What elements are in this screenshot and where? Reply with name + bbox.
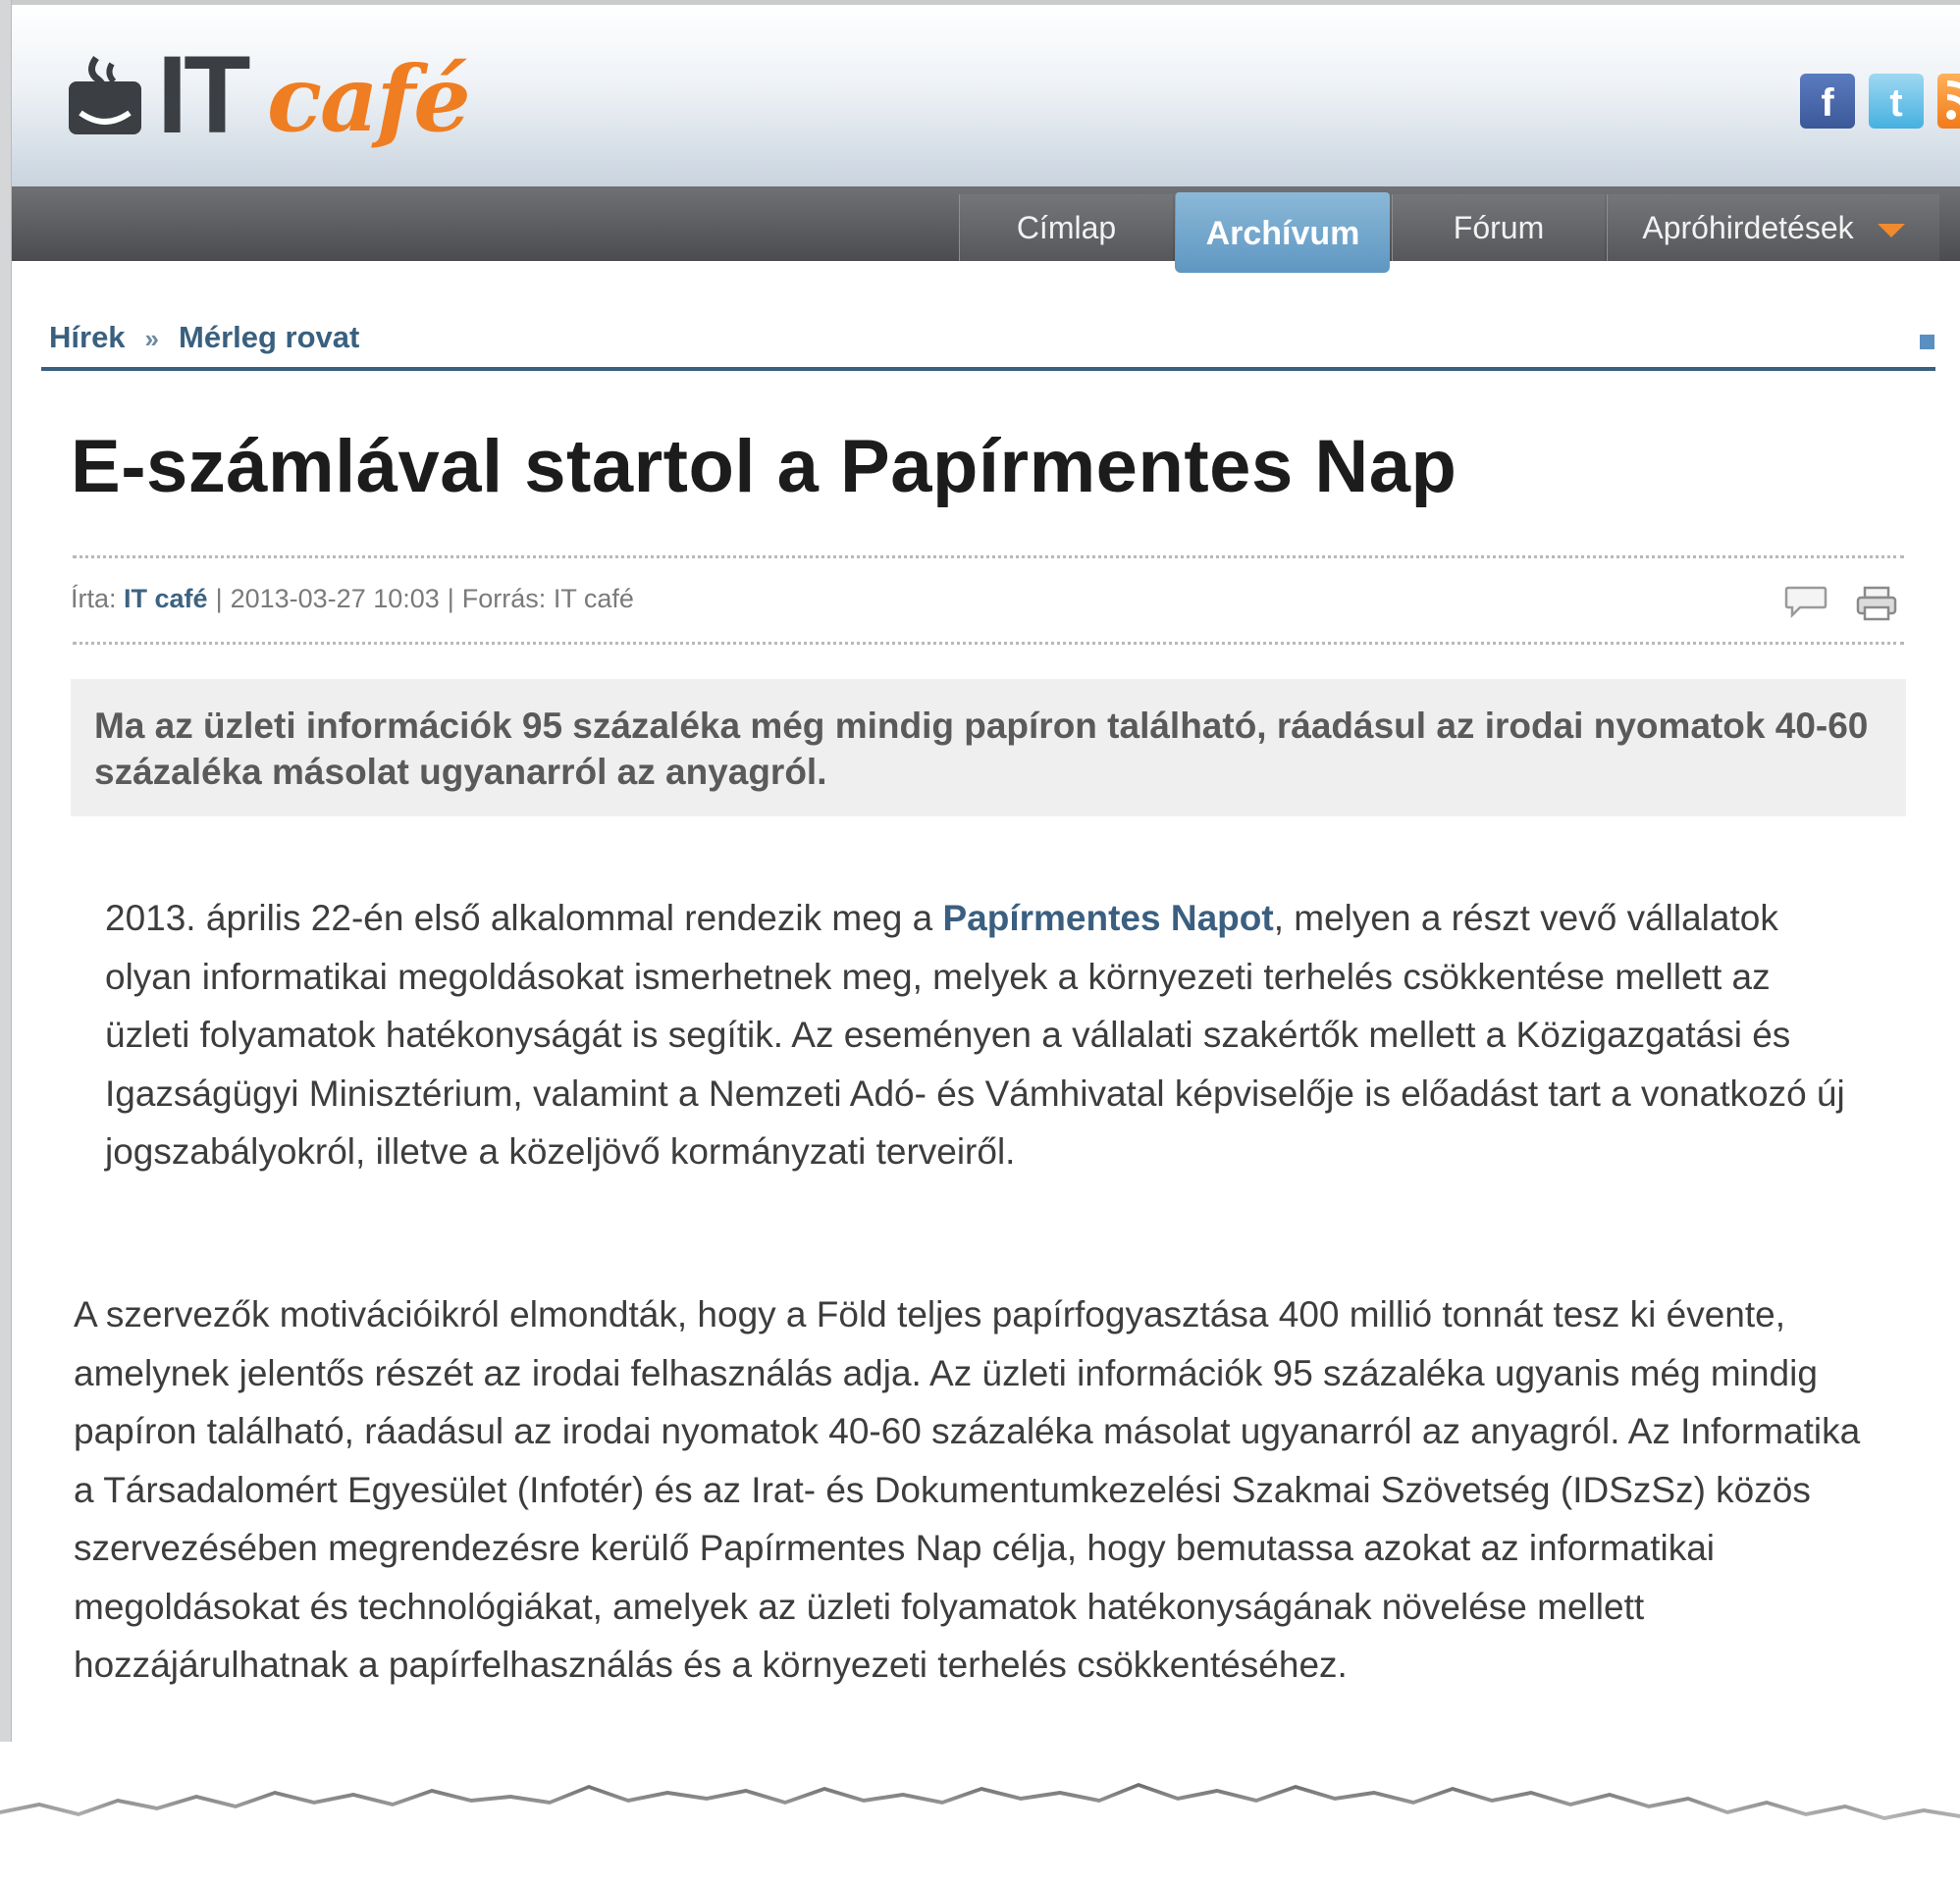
breadcrumb-marker: [1920, 335, 1934, 349]
rss-glyph: [1937, 74, 1960, 129]
twitter-glyph: t: [1889, 81, 1903, 125]
nav-tab-cimlap[interactable]: Címlap: [959, 194, 1173, 261]
site-header: [12, 5, 1960, 186]
breadcrumb-divider: [41, 367, 1935, 371]
print-icon[interactable]: [1855, 584, 1898, 623]
dotted-divider-bottom: [73, 642, 1904, 645]
papirmentes-napot-link[interactable]: Papírmentes Napot: [942, 898, 1274, 938]
byline-source-label: Forrás:: [461, 584, 547, 613]
facebook-glyph: f: [1821, 81, 1834, 125]
twitter-icon[interactable]: [1869, 74, 1924, 129]
nav-tab-aprohirdetesek-label: Apróhirdetések: [1642, 210, 1854, 245]
byline-source: IT café: [553, 584, 634, 613]
paragraph-1-rest: , melyen a részt vevő vállalatok olyan informatikai megoldásokat ismerhetnek meg, melyek a környezeti terhelés csökkentése mellett az üzleti folyamatok hatékonyságát is segítik. Az eseményen a vállalati szakértők mellett a Közigazgatási és Igazságügyi Minisztérium, valamint a Nemzeti Adó- és Vámhivatal képviselője is előadást tart a vonatkozó új jogszabályokról, illetve a közeljövő kormányzati terveiről.: [105, 898, 1845, 1172]
dotted-divider-top: [73, 555, 1904, 558]
breadcrumb: [49, 320, 359, 355]
frame-left-border: [0, 0, 12, 1756]
site-logo[interactable]: [57, 33, 518, 156]
article-lead-text: Ma az üzleti információk 95 százaléka még mindig papíron található, ráadásul az irodai nyomatok 40-60 százaléka másolat ugyanarról az anyagról.: [94, 706, 1869, 792]
byline-label: Írta:: [71, 584, 117, 613]
nav-tab-aprohirdetesek[interactable]: [1607, 194, 1939, 261]
breadcrumb-home-link[interactable]: Hírek: [49, 320, 126, 354]
logo-cafe-text: café: [267, 46, 469, 152]
comment-icon[interactable]: [1784, 584, 1828, 619]
breadcrumb-separator: »: [144, 324, 160, 353]
dropdown-arrow-icon: [1878, 224, 1905, 237]
article-lead-box: [71, 679, 1906, 816]
article-paragraph-2: A szervezők motivációikról elmondták, hogy a Föld teljes papírfogyasztása 400 millió tonnát tesz ki évente, amelynek jelentős részét az irodai felhasználás adja. Az üzleti információk 95 százaléka ugyanis még mindig papíron található, ráadásul az irodai nyomatok 40-60 százaléka másolat ugyanarról az anyagról. Az Informatika a Társadalomért Egyesület (Infotér) és az Irat- és Dokumentumkezelési Szakmai Szövetség (IDSzSz) közös szervezésében megrendezésre kerülő Papírmentes Nap célja, hogy bemutassa azokat az informatikai megoldásokat és technológiákat, amelyek az üzleti folyamatok hatékonyságának növelése mellett hozzájárulhatnak a papírfelhasználás és a környezeti terhelés csökkentéséhez.: [74, 1294, 1861, 1685]
logo-it-text: IT: [157, 33, 247, 156]
nav-tab-forum[interactable]: Fórum: [1392, 194, 1605, 261]
byline-author-link[interactable]: IT café: [124, 584, 208, 613]
article-byline: Írta: IT café | 2013-03-27 10:03 | Forrás: IT café: [71, 584, 634, 613]
article-title: E-számlával startol a Papírmentes Nap: [71, 425, 1457, 508]
coffee-logo-icon: [67, 54, 143, 136]
torn-page-edge: [0, 1742, 1960, 1884]
breadcrumb-section-link[interactable]: Mérleg rovat: [179, 320, 360, 354]
facebook-icon[interactable]: [1800, 74, 1855, 129]
paragraph-1-start: 2013. április 22-én első alkalommal rendezik meg a: [105, 898, 943, 938]
article-paragraph-1: [105, 889, 1852, 1181]
rss-icon[interactable]: [1937, 74, 1960, 129]
nav-tab-archivum[interactable]: Archívum: [1175, 192, 1390, 273]
byline-date: 2013-03-27 10:03: [230, 584, 440, 613]
